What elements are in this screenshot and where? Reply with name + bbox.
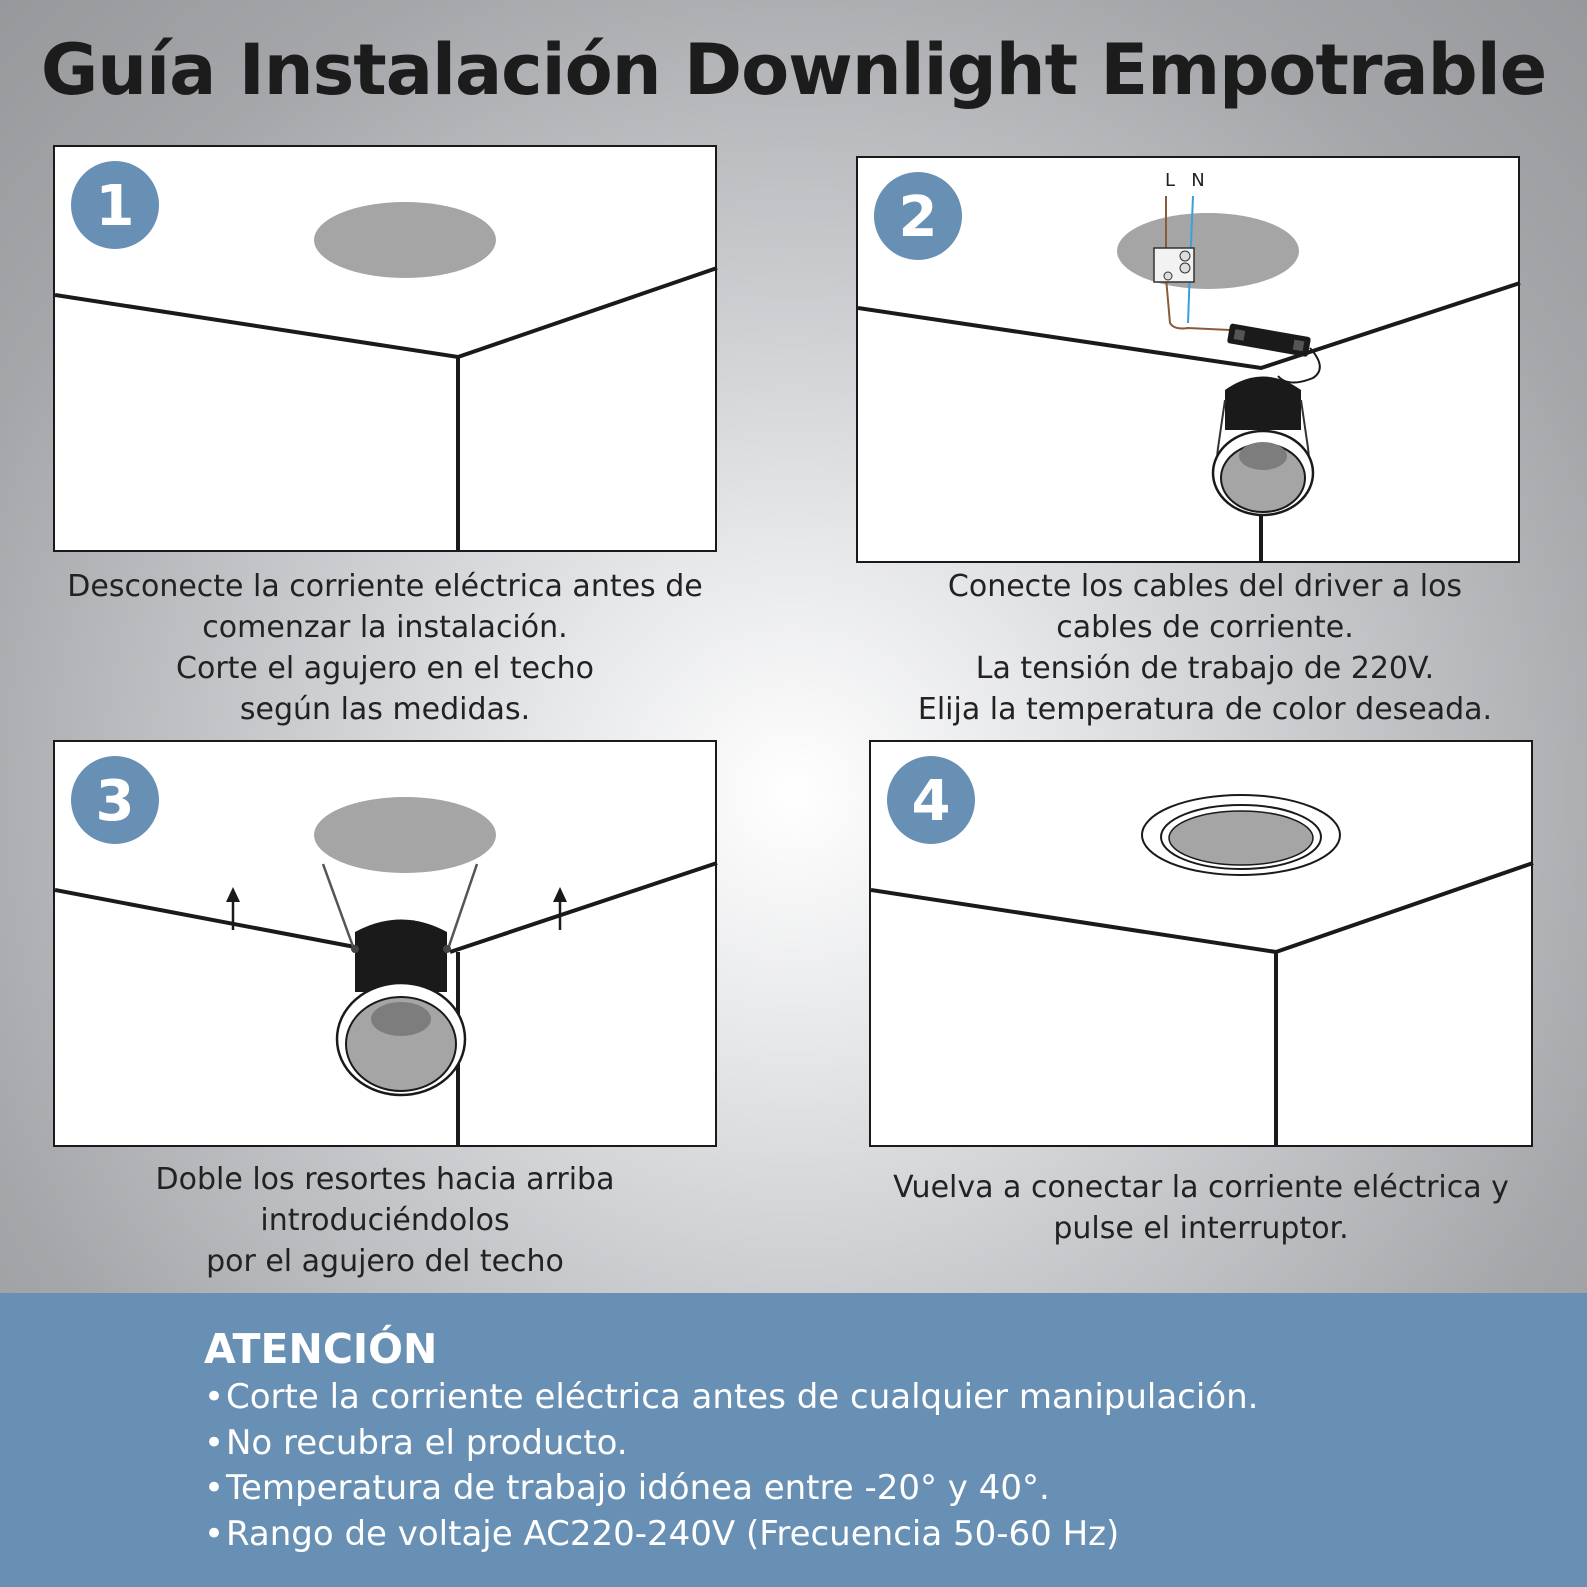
attention-item: •Corte la corriente eléctrica antes de cualquier manipulación. <box>204 1377 1259 1417</box>
ceiling-hole <box>1117 213 1299 289</box>
attention-title: ATENCIÓN <box>204 1325 438 1373</box>
ceiling-corner-lines <box>871 863 1533 1147</box>
step-2-caption: Conecte los cables del driver a los cables de corriente. La tensión de trabajo de 220V. Elija la temperatura de color deseada. <box>917 569 1493 727</box>
attention-item: •Temperatura de trabajo idónea entre -20° y 40°. <box>204 1468 1050 1508</box>
step-badge-4 <box>887 756 975 844</box>
installed-downlight <box>1142 795 1340 875</box>
page-title: Guía Instalación Downlight Empotrable <box>40 29 1547 111</box>
step-4-caption: Vuelva a conectar la corriente eléctrica y pulse el interruptor. <box>893 1170 1509 1246</box>
step-1-caption: Desconecte la corriente eléctrica antes de comenzar la instalación. Corte el agujero en el techo según las medidas. <box>67 569 703 727</box>
ceiling-hole <box>314 797 496 873</box>
downlight-fixture <box>1213 377 1313 516</box>
driver-box <box>1227 323 1311 357</box>
step-3-caption: Doble los resortes hacia arriba introduciéndolos por el agujero del techo <box>155 1162 615 1279</box>
attention-box <box>0 1293 1587 1587</box>
ceiling-corner-lines <box>55 268 717 552</box>
step-3-illustration <box>53 740 717 1147</box>
step-2-illustration <box>856 156 1520 563</box>
step-number-4: 4 <box>911 769 951 834</box>
up-arrow-right <box>553 887 567 930</box>
step-badge-3 <box>71 756 159 844</box>
step-number-1: 1 <box>95 174 135 239</box>
step-number-3: 3 <box>95 769 135 834</box>
step-1-illustration <box>53 145 717 552</box>
wire-label-neutral: N <box>1191 170 1205 191</box>
step-number-2: 2 <box>898 185 938 250</box>
attention-item: •No recubra el producto. <box>204 1422 628 1463</box>
attention-item: •Rango de voltaje AC220-240V (Frecuencia 50-60 Hz) <box>204 1513 1120 1554</box>
ceiling-hole <box>314 202 496 278</box>
terminal-block <box>1154 248 1194 282</box>
step-4-illustration <box>869 740 1533 1147</box>
step-badge-2 <box>874 172 962 260</box>
step-badge-1 <box>71 161 159 249</box>
wire-label-live: L <box>1164 170 1176 191</box>
downlight-fixture <box>323 864 477 1095</box>
ceiling-corner-lines <box>858 283 1520 563</box>
